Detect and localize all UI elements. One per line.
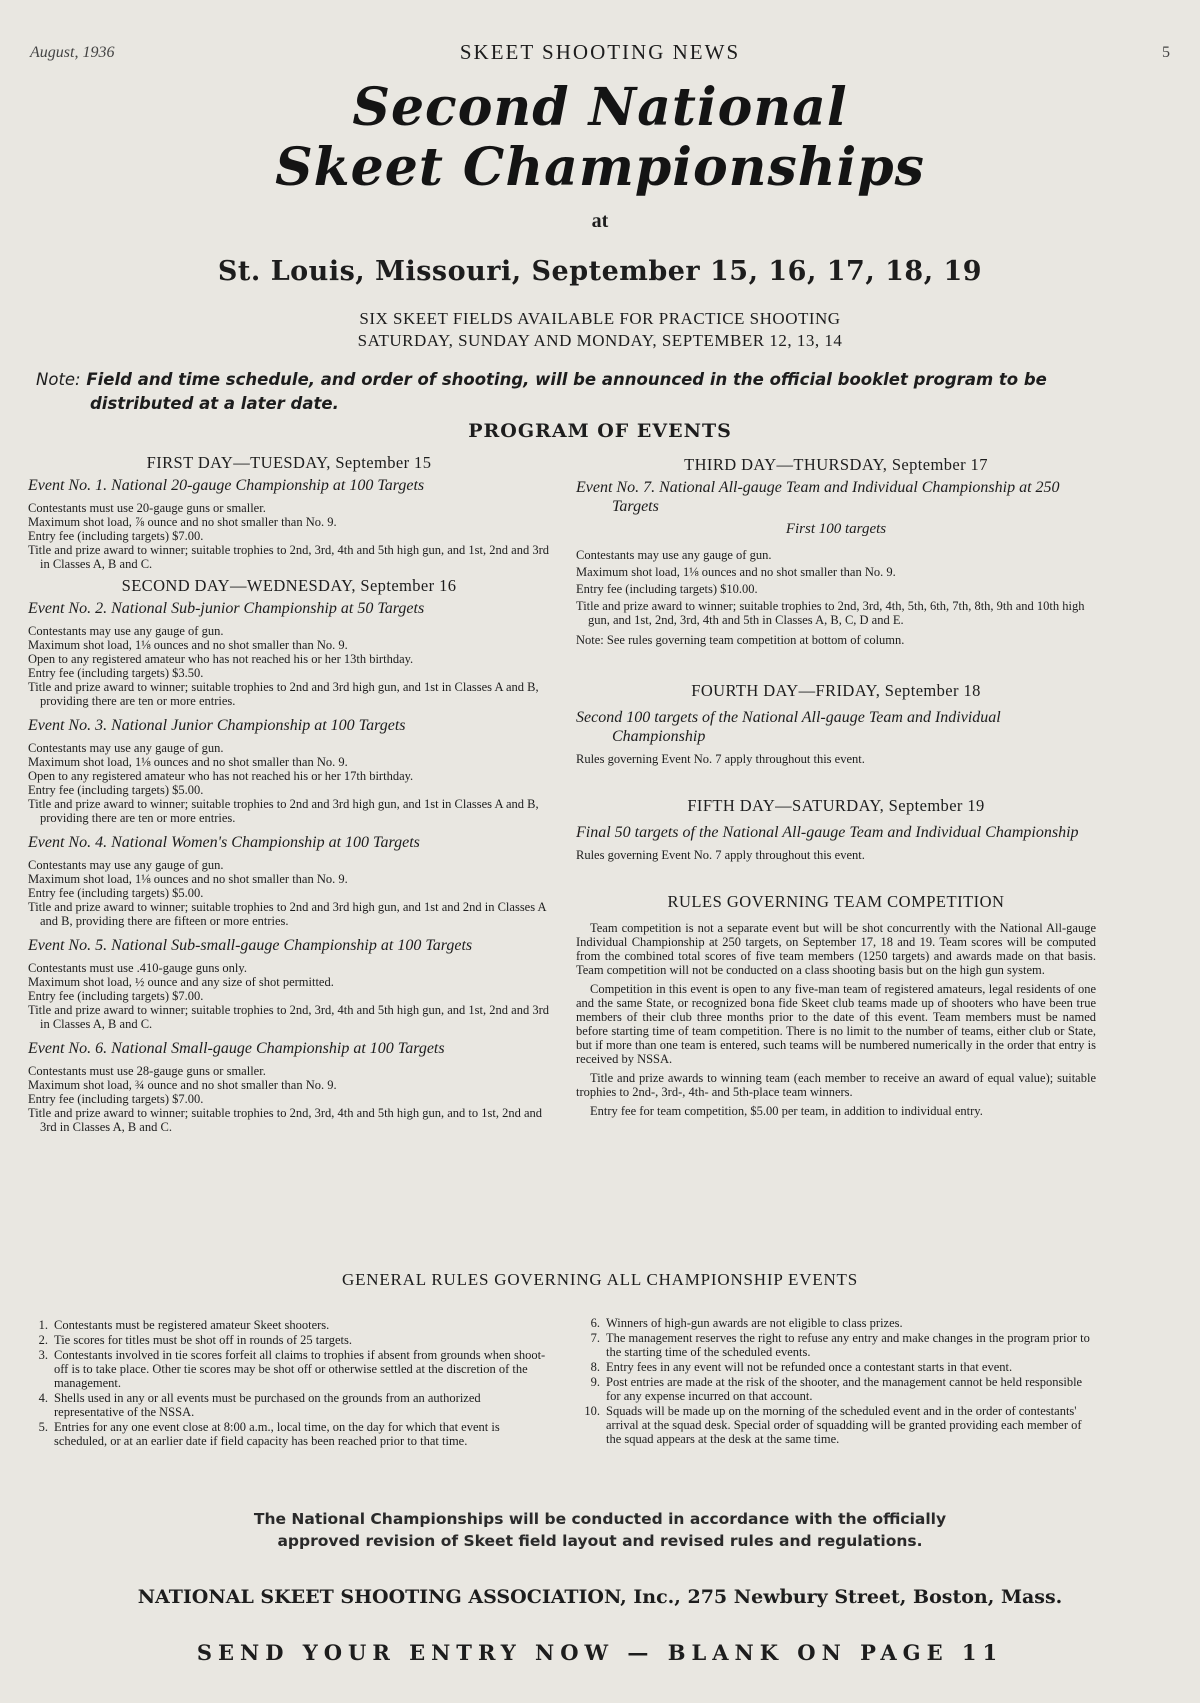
conducted-line2: approved revision of Skeet field layout and revised rules and regulations. [277, 1532, 923, 1550]
rule-line: Title and prize award to winner; suitable trophies to 2nd, 3rd, 4th and 5th high gun, and 1st, 2nd and 3rd in Classes A, B and C. [28, 543, 549, 571]
note-line2: distributed at a later date. [90, 394, 339, 413]
schedule-note [36, 368, 1110, 416]
conducted-notice [0, 1508, 1200, 1552]
rule-line: Entry fee (including targets) $5.00. [28, 783, 204, 797]
day5-rules: Rules governing Event No. 7 apply throughout this event. [576, 848, 865, 862]
day1-heading: FIRST DAY—TUESDAY, September 15 [146, 453, 432, 472]
event7-note: Note: See rules governing team competition at bottom of column. [576, 633, 905, 647]
note-line1: Field and time schedule, and order of shooting, will be announced in the official booklet program to be [86, 370, 1047, 389]
rule-line: Title and prize award to winner; suitable trophies to 2nd and 3rd high gun, and 1st in Classes A and B, providing there are ten or more entries. [28, 797, 539, 825]
association-address: NATIONAL SKEET SHOOTING ASSOCIATION, Inc., 275 Newbury Street, Boston, Mass. [137, 1586, 1063, 1608]
rule-line: Contestants must use 28-gauge guns or smaller. [28, 1064, 266, 1078]
general-rule-item: 5. Entries for any one event close at 8:00 a.m., local time, on the day for which that event is scheduled, or at an earlier date if field capacity has been reached prior to that time. [38, 1420, 500, 1448]
general-rule-item: 9. Post entries are made at the risk of the shooter, and the management cannot be held responsible for any expense incurred on that account. [590, 1375, 1083, 1403]
rule-line: Maximum shot load, ⅞ ounce and no shot smaller than No. 9. [28, 515, 337, 529]
event7-subtitle: First 100 targets [785, 521, 887, 537]
main-title-line2: Skeet Championships [275, 137, 925, 198]
day5-event-title: Final 50 targets of the National All-gauge Team and Individual Championship [576, 824, 1079, 841]
event1-title: Event No. 1. National 20-gauge Championship at 100 Targets [28, 477, 425, 494]
rule-line: Entry fee (including targets) $10.00. [576, 582, 758, 596]
event7-title: Event No. 7. National All-gauge Team and Individual Championship at 250 Targets [576, 479, 1060, 515]
rule-line: Contestants must use .410-gauge guns only. [28, 961, 247, 975]
general-rule-item: 4. Shells used in any or all events must be purchased on the grounds from an authorized representative of the NSSA. [38, 1391, 481, 1419]
event5-rules [28, 961, 550, 1031]
rule-line: Entry fee (including targets) $7.00. [28, 1092, 204, 1106]
general-rule-item: 3. Contestants involved in tie scores forfeit all claims to trophies if absent from grounds when shoot-off is to take place. Other tie scores may be shot off or otherwise settled at the discretion of the management. [38, 1348, 546, 1390]
at-text: at [591, 210, 609, 232]
event5-title: Event No. 5. National Sub-small-gauge Championship at 100 Targets [28, 937, 473, 954]
day5-heading: FIFTH DAY—SATURDAY, September 19 [687, 796, 985, 815]
team-rules-paragraph: Title and prize awards to winning team (each member to receive an award of equal value); suitable trophies to 2nd-, 3rd-, 4th- and 5th-place team winners. [576, 1071, 1096, 1099]
practice-line2: SATURDAY, SUNDAY AND MONDAY, SEPTEMBER 12, 13, 14 [357, 331, 843, 350]
rule-line: Title and prize award to winner; suitable trophies to 2nd, 3rd, 4th, 5th, 6th, 7th, 8th, 9th and 10th high gun, and 1st, 2nd, 3rd, 4th and 5th in Classes A, B, C, D and E. [576, 599, 1085, 627]
day2-heading: SECOND DAY—WEDNESDAY, September 16 [121, 576, 457, 595]
general-rule-item: 2. Tie scores for titles must be shot off in rounds of 25 targets. [38, 1333, 353, 1347]
event6-title: Event No. 6. National Small-gauge Championship at 100 Targets [28, 1040, 445, 1057]
rule-line: Entry fee (including targets) $5.00. [28, 886, 204, 900]
rule-line: Maximum shot load, ¾ ounce and no shot smaller than No. 9. [28, 1078, 337, 1092]
rule-line: Maximum shot load, 1⅛ ounces and no shot smaller than No. 9. [576, 565, 896, 579]
event2-rules [28, 624, 550, 708]
general-rule-item: 1. Contestants must be registered amateur Skeet shooters. [38, 1318, 330, 1332]
left-column [28, 453, 550, 1142]
general-rule-item: 10. Squads will be made up on the morning of the scheduled event and in the order of contestants' arrival at the squad desk. Special order of squadding will be granted providing each member of the squad appears at the desk at the same time. [584, 1404, 1082, 1446]
event-location: St. Louis, Missouri, September 15, 16, 17, 18, 19 [217, 256, 983, 287]
page-number: 5 [1162, 44, 1170, 61]
rule-line: Maximum shot load, 1⅛ ounces and no shot smaller than No. 9. [28, 755, 348, 769]
running-head [30, 40, 1170, 70]
team-rules-paragraph: Entry fee for team competition, $5.00 per team, in addition to individual entry. [590, 1104, 983, 1118]
rule-line: Title and prize award to winner; suitable trophies to 2nd and 3rd high gun, and 1st in Classes A and B, providing there are ten or more entries. [28, 680, 539, 708]
event3-title: Event No. 3. National Junior Championship at 100 Targets [28, 717, 406, 734]
event4-title: Event No. 4. National Women's Championship at 100 Targets [28, 834, 420, 851]
main-title [0, 78, 1200, 198]
event4-rules [28, 858, 550, 928]
rule-line: Entry fee (including targets) $7.00. [28, 989, 204, 1003]
general-rules-right [580, 1316, 1096, 1447]
rule-line: Maximum shot load, 1⅛ ounces and no shot smaller than No. 9. [28, 638, 348, 652]
rule-line: Title and prize award to winner; suitable trophies to 2nd, 3rd, 4th and 5th high gun, and to 1st, 2nd and 3rd in Classes A, B and C. [28, 1106, 543, 1134]
practice-line1: SIX SKEET FIELDS AVAILABLE FOR PRACTICE SHOOTING [359, 309, 841, 328]
team-rules-heading: RULES GOVERNING TEAM COMPETITION [667, 892, 1005, 911]
general-rule-item: 7. The management reserves the right to refuse any entry and make changes in the program prior to the starting time of the scheduled events. [590, 1331, 1090, 1359]
send-entry-banner: SEND YOUR ENTRY NOW — BLANK ON PAGE 11 [196, 1640, 1004, 1665]
day4-rules: Rules governing Event No. 7 apply throughout this event. [576, 752, 865, 766]
event1-rules [28, 501, 550, 571]
rule-line: Open to any registered amateur who has not reached his or her 17th birthday. [28, 769, 414, 783]
rule-line: Title and prize award to winner; suitable trophies to 2nd, 3rd, 4th and 5th high gun, and 1st, 2nd and 3rd in Classes A, B and C. [28, 1003, 549, 1031]
general-rule-item: 6. Winners of high-gun awards are not eligible to class prizes. [590, 1316, 903, 1330]
rule-line: Contestants must use 20-gauge guns or smaller. [28, 501, 266, 515]
general-rules-left [28, 1318, 550, 1449]
rule-line: Contestants may use any gauge of gun. [28, 741, 224, 755]
note-label: Note: [36, 370, 81, 389]
rule-line: Contestants may use any gauge of gun. [28, 624, 224, 638]
issue-date: August, 1936 [30, 44, 115, 61]
practice-notice [0, 308, 1200, 352]
main-title-line1: Second National [352, 77, 848, 138]
general-rule-item: 8. Entry fees in any event will not be refunded once a contestant starts in that event. [590, 1360, 1013, 1374]
rule-line: Open to any registered amateur who has not reached his or her 13th birthday. [28, 652, 414, 666]
event2-title: Event No. 2. National Sub-junior Championship at 50 Targets [28, 600, 425, 617]
event6-rules [28, 1064, 550, 1134]
rule-line: Maximum shot load, 1⅛ ounces and no shot smaller than No. 9. [28, 872, 348, 886]
publication-name: SKEET SHOOTING NEWS [459, 40, 741, 64]
program-heading: PROGRAM OF EVENTS [468, 420, 732, 442]
rule-line: Maximum shot load, ½ ounce and any size of shot permitted. [28, 975, 334, 989]
rule-line: Title and prize award to winner; suitable trophies to 2nd and 3rd high gun, and 1st and 2nd in Classes A and B, providing there are fifteen or more entries. [28, 900, 546, 928]
rule-line: Entry fee (including targets) $3.50. [28, 666, 204, 680]
event3-rules [28, 741, 550, 825]
day4-heading: FOURTH DAY—FRIDAY, September 18 [691, 681, 981, 700]
right-column [576, 455, 1096, 1123]
team-rules-paragraph: Competition in this event is open to any five-man team of registered amateurs, legal residents of one and the same State, or recognized bona fide Skeet club teams made up of shooters who have been true members of their club three months prior to the date of this event. Team members must be named before starting time of team competition. There is no limit to the number of teams, either club or State, but if more than one team is entered, such teams will be numbered numerically in the order that entry is received by NSSA. [576, 982, 1096, 1066]
conducted-line1: The National Championships will be conducted in accordance with the officially [253, 1510, 947, 1528]
day4-event-title: Second 100 targets of the National All-gauge Team and Individual Championship [576, 709, 1001, 745]
rule-line: Entry fee (including targets) $7.00. [28, 529, 204, 543]
general-rules-heading: GENERAL RULES GOVERNING ALL CHAMPIONSHIP EVENTS [342, 1270, 858, 1289]
rule-line: Contestants may use any gauge of gun. [28, 858, 224, 872]
day3-heading: THIRD DAY—THURSDAY, September 17 [684, 455, 988, 474]
team-rules-paragraph: Team competition is not a separate event but will be shot concurrently with the National All-gauge Individual Championship at 250 targets, on September 17, 18 and 19. Team scores will be computed from the combined total scores of five team members (1250 targets) and awards made on that basis. Team competition will not be conducted on a class shooting basis but on the high gun system. [576, 921, 1096, 977]
rule-line: Contestants may use any gauge of gun. [576, 548, 772, 562]
